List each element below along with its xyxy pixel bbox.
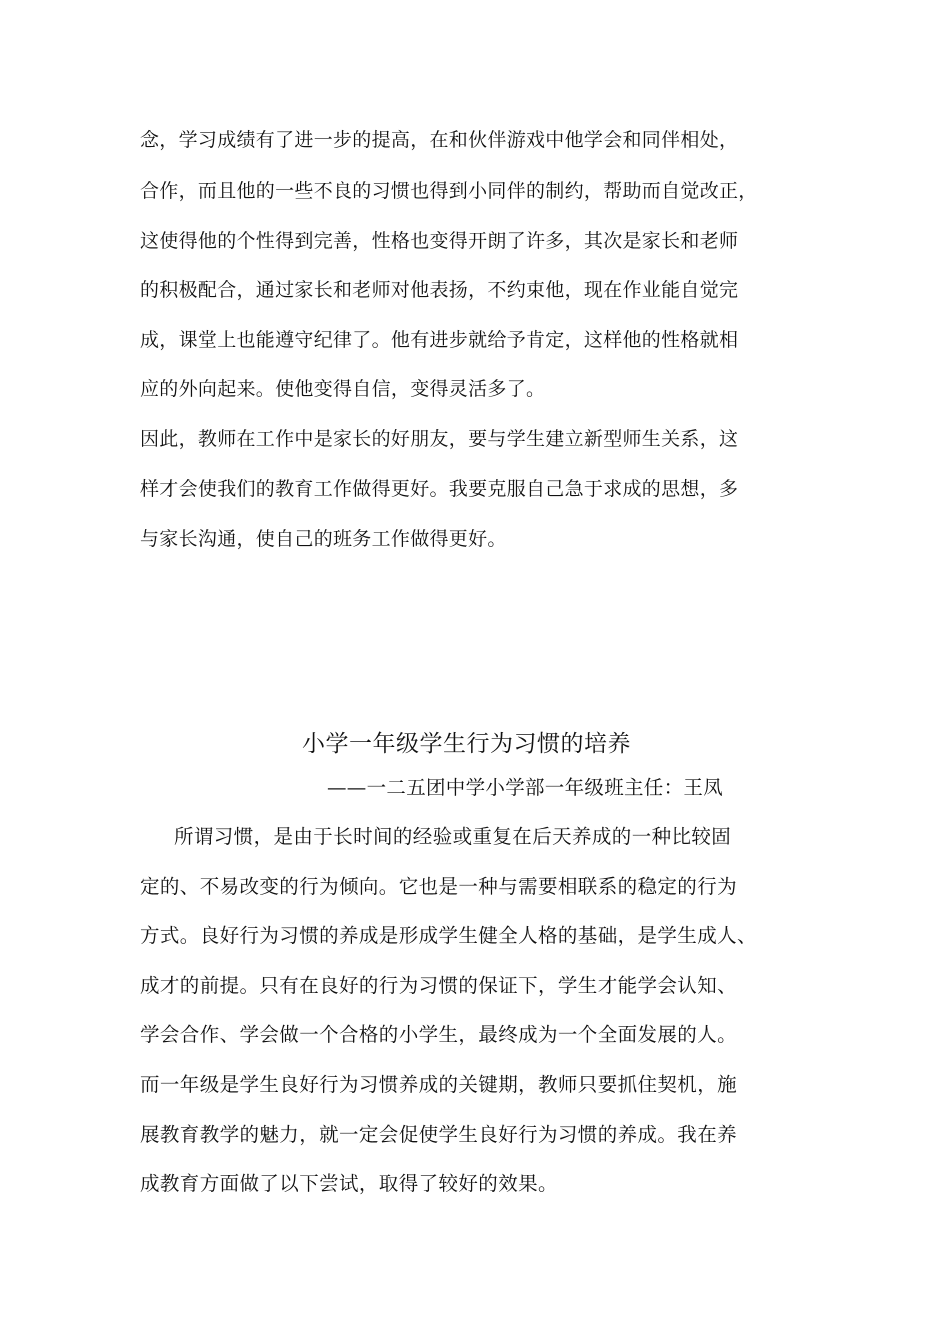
paragraph-line: 与家长沟通，使自己的班务工作做得更好。 <box>140 528 507 550</box>
paragraph-line: 念，学习成绩有了进一步的提高，在和伙伴游戏中他学会和同伴相处， <box>140 129 739 151</box>
article-title: 小学一年级学生行为习惯的培养 <box>302 731 631 757</box>
body-line: 成才的前提。只有在良好的行为习惯的保证下，学生才能学会认知、 <box>140 974 738 997</box>
paragraph-line: 应的外向起来。使他变得自信，变得灵活多了。 <box>140 378 546 400</box>
paragraph-line: 的积极配合，通过家长和老师对他表扬，不约束他，现在作业能自觉完 <box>140 279 739 301</box>
paragraph-line: 因此，教师在工作中是家长的好朋友，要与学生建立新型师生关系，这 <box>140 428 739 450</box>
body-line: 定的、不易改变的行为倾向。它也是一种与需要相联系的稳定的行为 <box>140 875 738 898</box>
body-line: 方式。良好行为习惯的养成是形成学生健全人格的基础，是学生成人、 <box>140 924 757 947</box>
paragraph-line: 这使得他的个性得到完善，性格也变得开朗了许多，其次是家长和老师 <box>140 230 739 252</box>
article-subtitle: ——一二五团中学小学部一年级班主任：王凤 <box>327 776 724 799</box>
body-line: 学会合作、学会做一个合格的小学生，最终成为一个全面发展的人。 <box>140 1023 738 1046</box>
paragraph-line: 合作，而且他的一些不良的习惯也得到小同伴的制约，帮助而自觉改正， <box>140 180 758 202</box>
paragraph-line: 样才会使我们的教育工作做得更好。我要克服自己急于求成的思想，多 <box>140 478 739 500</box>
body-line: 成教育方面做了以下尝试，取得了较好的效果。 <box>140 1172 558 1195</box>
body-line: 而一年级是学生良好行为习惯养成的关键期，教师只要抓住契机，施 <box>140 1073 738 1096</box>
body-line: 展教育教学的魅力，就一定会促使学生良好行为习惯的养成。我在养 <box>140 1123 738 1146</box>
paragraph-line: 成，课堂上也能遵守纪律了。他有进步就给予肯定，这样他的性格就相 <box>140 329 739 351</box>
body-line: 所谓习惯，是由于长时间的经验或重复在后天养成的一种比较固 <box>174 825 732 848</box>
